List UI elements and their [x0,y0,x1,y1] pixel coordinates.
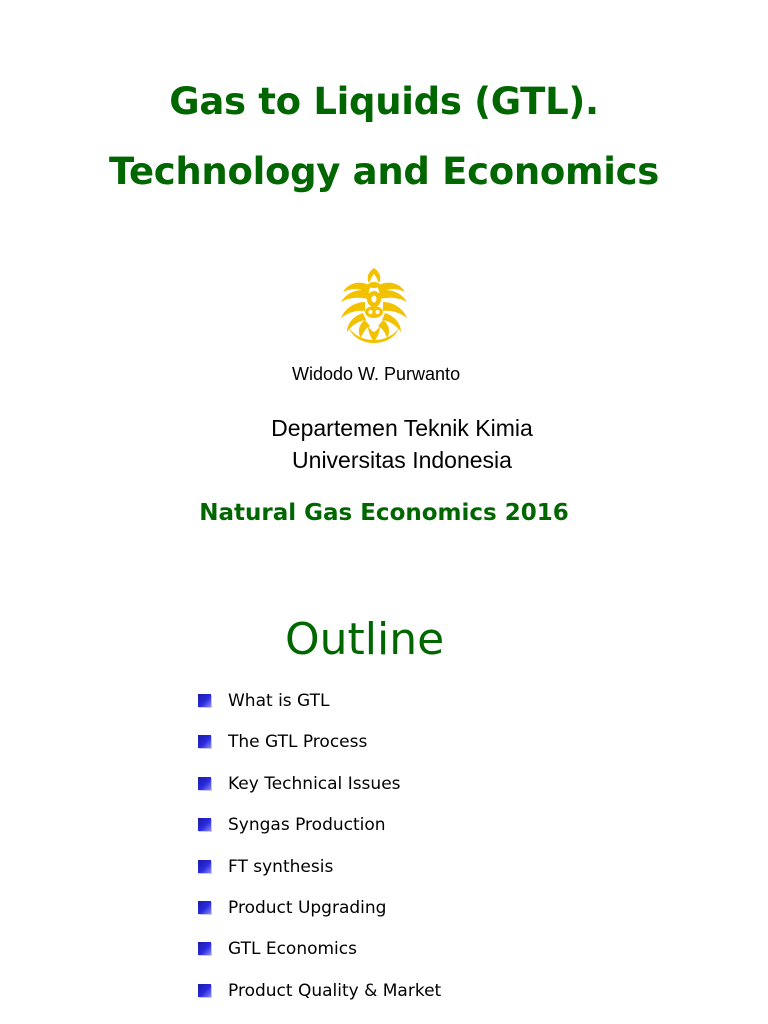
list-item [198,773,441,814]
list-item [198,814,441,855]
square-bullet-icon [198,735,211,748]
university-name: Universitas Indonesia [292,447,512,473]
department-name: Departemen Teknik Kimia [271,415,533,441]
list-item-label: The GTL Process [228,732,368,753]
list-item [198,690,441,731]
slide-title-line-2: Technology and Economics [108,150,660,193]
list-item-label: What is GTL [228,691,330,711]
list-item [198,897,441,938]
square-bullet-icon [198,777,211,790]
list-item-label: FT synthesis [228,856,334,877]
square-bullet-icon [198,942,211,955]
square-bullet-icon [198,818,211,831]
list-item-label: GTL Economics [228,939,357,960]
course-name: Natural Gas Economics 2016 [199,500,569,526]
list-item-label: Key Technical Issues [228,773,401,794]
slide-title-line-1: Gas to Liquids (GTL). [169,80,599,123]
square-bullet-icon [198,694,211,707]
square-bullet-icon [198,984,211,997]
outline-slide [0,580,768,1024]
outline-list [198,690,441,1021]
list-item [198,856,441,897]
list-item-label: Syngas Production [228,815,386,836]
author-name: Widodo W. Purwanto [292,364,461,384]
list-item [198,980,441,1021]
outline-title: Outline [285,614,445,665]
list-item-label: Product Upgrading [228,897,387,918]
university-emblem-icon [335,266,413,344]
square-bullet-icon [198,860,211,873]
list-item [198,731,441,772]
square-bullet-icon [198,901,211,914]
list-item-label: Product Quality & Market [228,980,442,1001]
list-item [198,938,441,979]
